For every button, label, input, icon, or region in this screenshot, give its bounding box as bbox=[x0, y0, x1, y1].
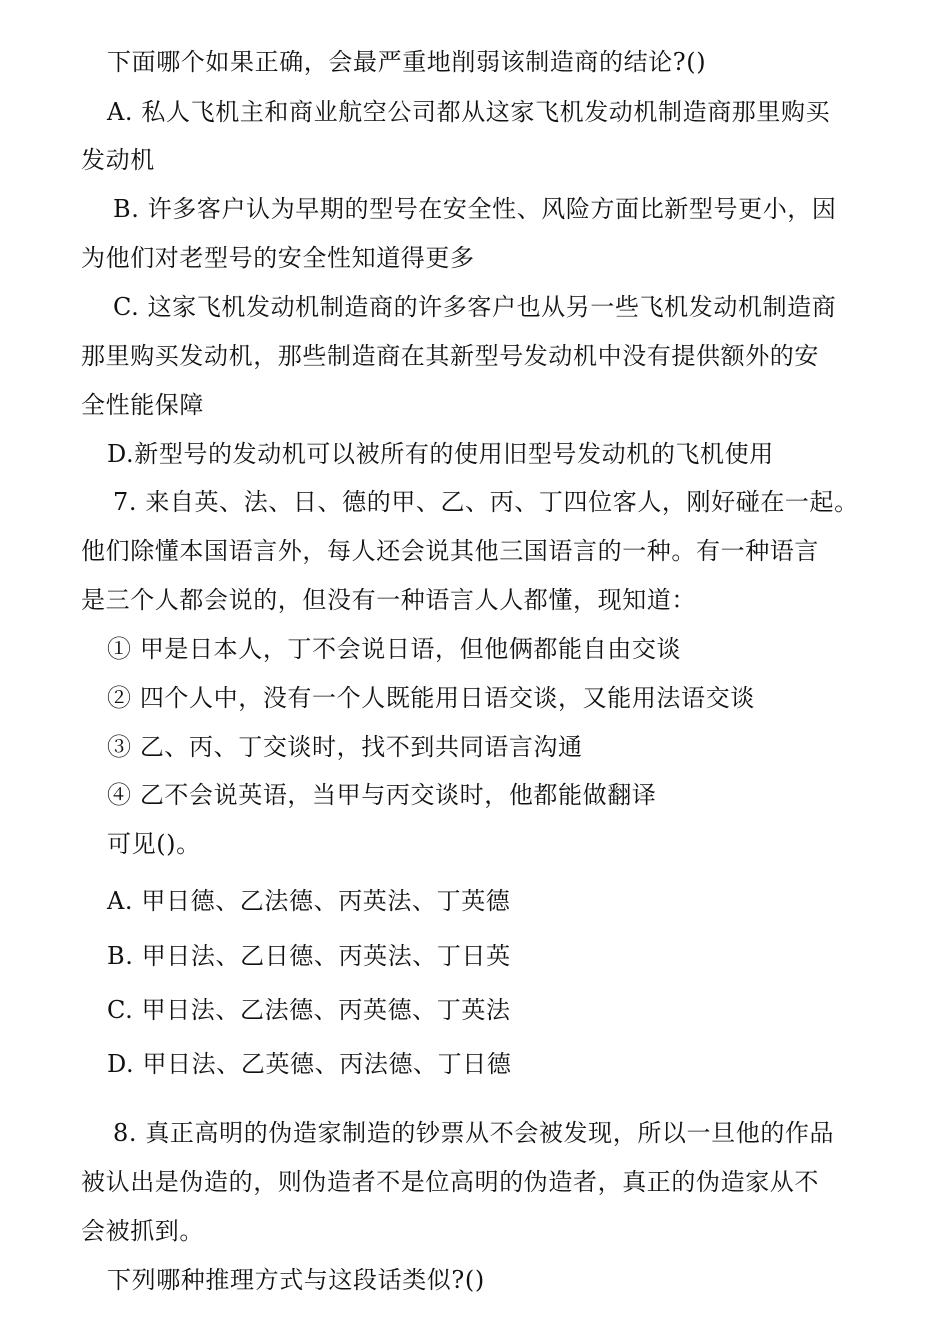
q7-condition-4: ④ 乙不会说英语，当甲与丙交谈时，他都能做翻译 bbox=[107, 781, 657, 809]
q8-stem-line3: 会被抓到。 bbox=[81, 1217, 204, 1245]
q6-option-c-line2: 那里购买发动机，那些制造商在其新型号发动机中没有提供额外的安 bbox=[81, 342, 819, 370]
q7-option-d: D. 甲日法、乙英德、丙法德、丁日德 bbox=[107, 1050, 512, 1078]
q8-stem-line2: 被认出是伪造的，则伪造者不是位高明的伪造者，真正的伪造家从不 bbox=[81, 1168, 819, 1196]
q7-option-b: B. 甲日法、乙日德、丙英法、丁日英 bbox=[107, 942, 511, 970]
q7-stem-line3: 是三个人都会说的，但没有一种语言人人都懂，现知道： bbox=[81, 586, 696, 614]
q7-option-a: A. 甲日德、乙法德、丙英法、丁英德 bbox=[107, 887, 511, 915]
q7-condition-1: ① 甲是日本人，丁不会说日语，但他俩都能自由交谈 bbox=[107, 635, 682, 663]
q6-option-c-line1: C. 这家飞机发动机制造商的许多客户也从另一些飞机发动机制造商 bbox=[113, 293, 837, 321]
q7-stem-line1: 7. 来自英、法、日、德的甲、乙、丙、丁四位客人，刚好碰在一起。 bbox=[113, 488, 859, 516]
q7-condition-3: ③ 乙、丙、丁交谈时，找不到共同语言沟通 bbox=[107, 733, 583, 761]
q8-prompt: 下列哪种推理方式与这段话类似?() bbox=[107, 1266, 485, 1294]
q7-condition-2: ② 四个人中，没有一个人既能用日语交谈，又能用法语交谈 bbox=[107, 684, 755, 712]
q6-option-c-line3: 全性能保障 bbox=[81, 391, 204, 419]
q6-option-a-line2: 发动机 bbox=[81, 146, 155, 174]
q6-option-d: D.新型号的发动机可以被所有的使用旧型号发动机的飞机使用 bbox=[107, 440, 774, 468]
q7-conclusion: 可见()。 bbox=[107, 830, 201, 858]
q7-stem-line2: 他们除懂本国语言外，每人还会说其他三国语言的一种。有一种语言 bbox=[81, 537, 819, 565]
q7-option-c: C. 甲日法、乙法德、丙英德、丁英法 bbox=[107, 996, 511, 1024]
q6-option-b-line1: B. 许多客户认为早期的型号在安全性、风险方面比新型号更小，因 bbox=[113, 195, 837, 223]
q6-option-b-line2: 为他们对老型号的安全性知道得更多 bbox=[81, 244, 475, 272]
q6-option-a-line1: A. 私人飞机主和商业航空公司都从这家飞机发动机制造商那里购买 bbox=[107, 98, 831, 126]
q8-stem-line1: 8. 真正高明的伪造家制造的钞票从不会被发现，所以一旦他的作品 bbox=[113, 1119, 835, 1147]
q6-prompt: 下面哪个如果正确，会最严重地削弱该制造商的结论?() bbox=[107, 48, 707, 76]
